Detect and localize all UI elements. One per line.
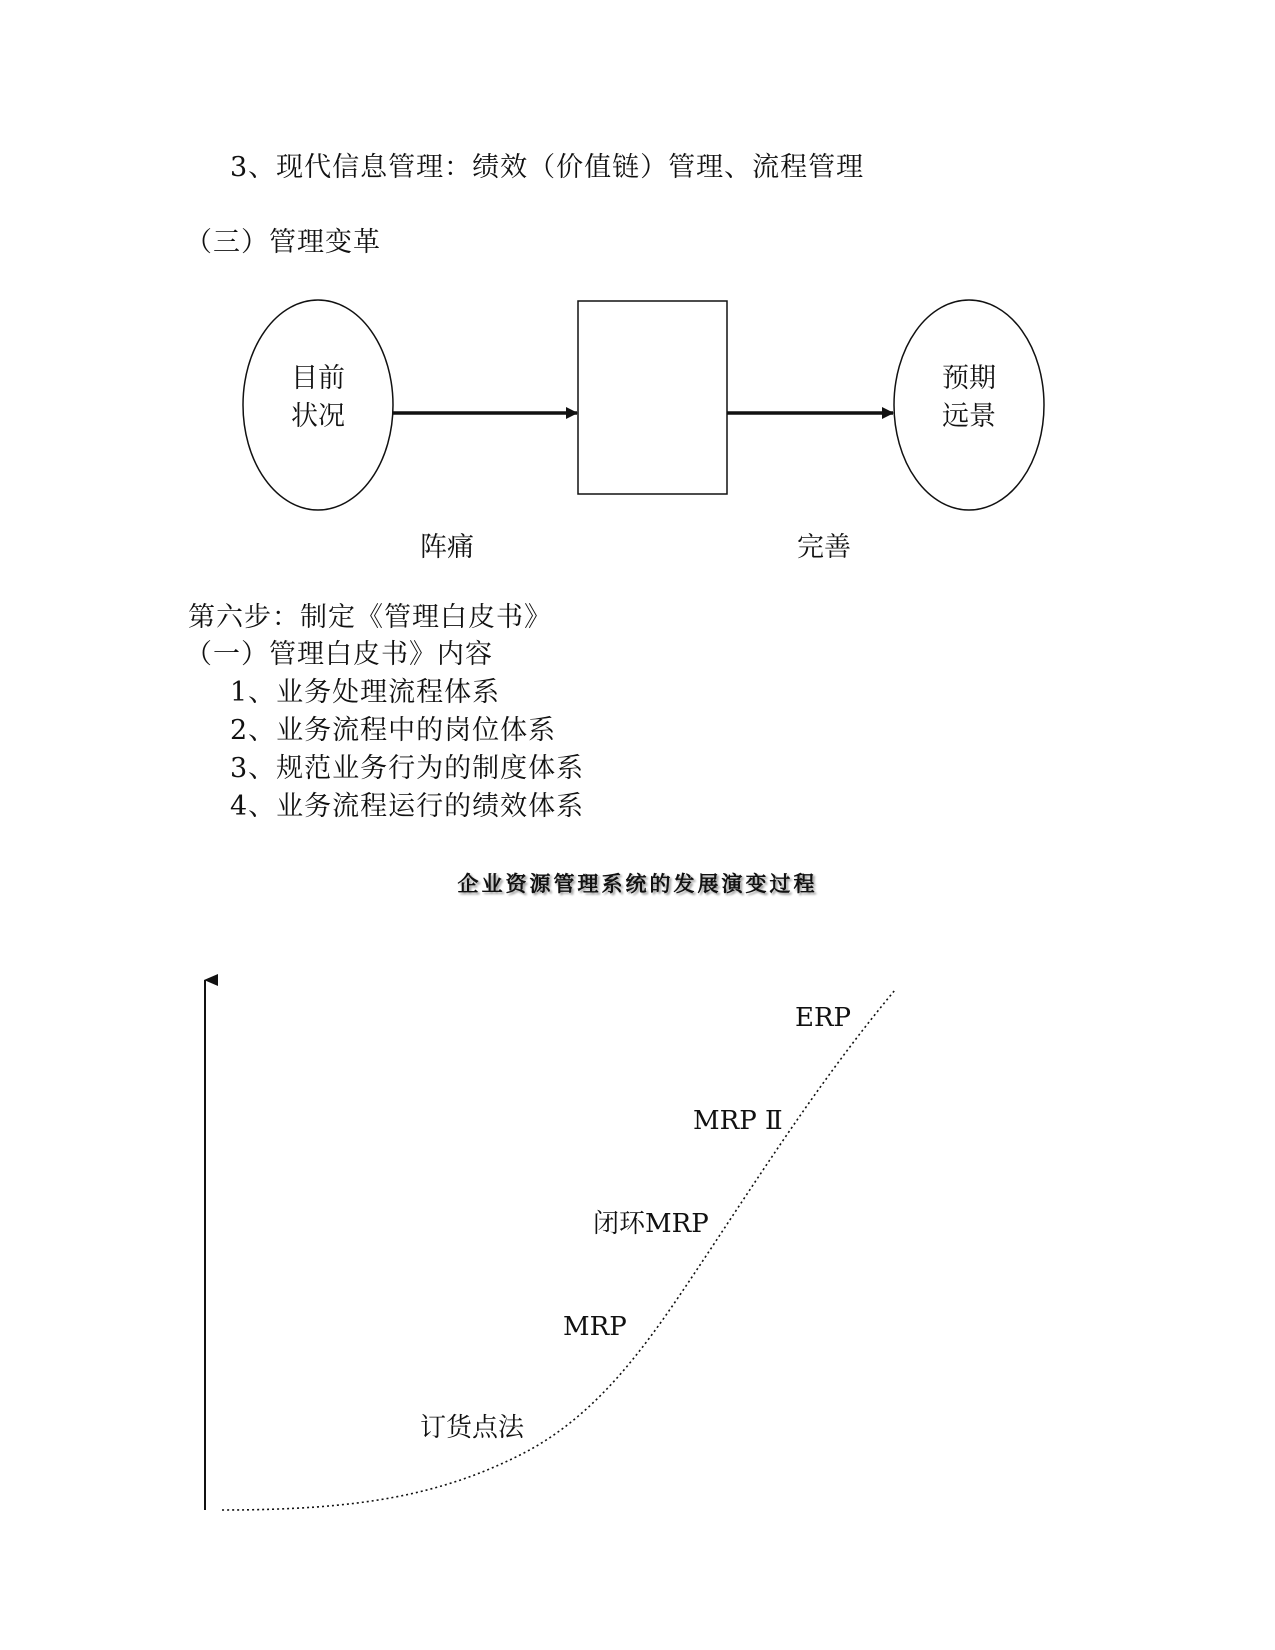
list-item-4: 4、业务流程运行的绩效体系 bbox=[230, 791, 585, 822]
evolution-curve bbox=[222, 990, 895, 1510]
chart-title: 企业资源管理系统的发展演变过程 bbox=[457, 872, 818, 896]
stage-label-mrp: MRP bbox=[563, 1312, 627, 1342]
future-vision-label-line2: 远景 bbox=[942, 401, 996, 432]
future-vision-label-line1: 预期 bbox=[942, 363, 996, 394]
text-line-modern-info-management: 3、现代信息管理：绩效（价值链）管理、流程管理 bbox=[230, 152, 865, 183]
current-state-label-line2: 状况 bbox=[291, 401, 345, 432]
stage-label-closed-loop-mrp: 闭环MRP bbox=[593, 1209, 709, 1239]
stage-label-order-point: 订货点法 bbox=[420, 1413, 525, 1443]
list-item-3: 3、规范业务行为的制度体系 bbox=[230, 753, 585, 784]
section-heading-management-change: （三）管理变革 bbox=[185, 227, 381, 258]
list-item-2: 2、业务流程中的岗位体系 bbox=[230, 715, 557, 746]
step-six-heading: 第六步：制定《管理白皮书》 bbox=[188, 602, 552, 633]
subsection-whitepaper-contents: （一）管理白皮书》内容 bbox=[185, 639, 493, 670]
improvement-caption: 完善 bbox=[797, 532, 851, 563]
stage-label-erp: ERP bbox=[795, 1003, 852, 1033]
list-item-1: 1、业务处理流程体系 bbox=[230, 677, 501, 708]
pain-caption: 阵痛 bbox=[420, 532, 474, 563]
current-state-label-line1: 目前 bbox=[291, 363, 345, 394]
stage-label-mrp-ii: MRP Ⅱ bbox=[693, 1106, 783, 1136]
